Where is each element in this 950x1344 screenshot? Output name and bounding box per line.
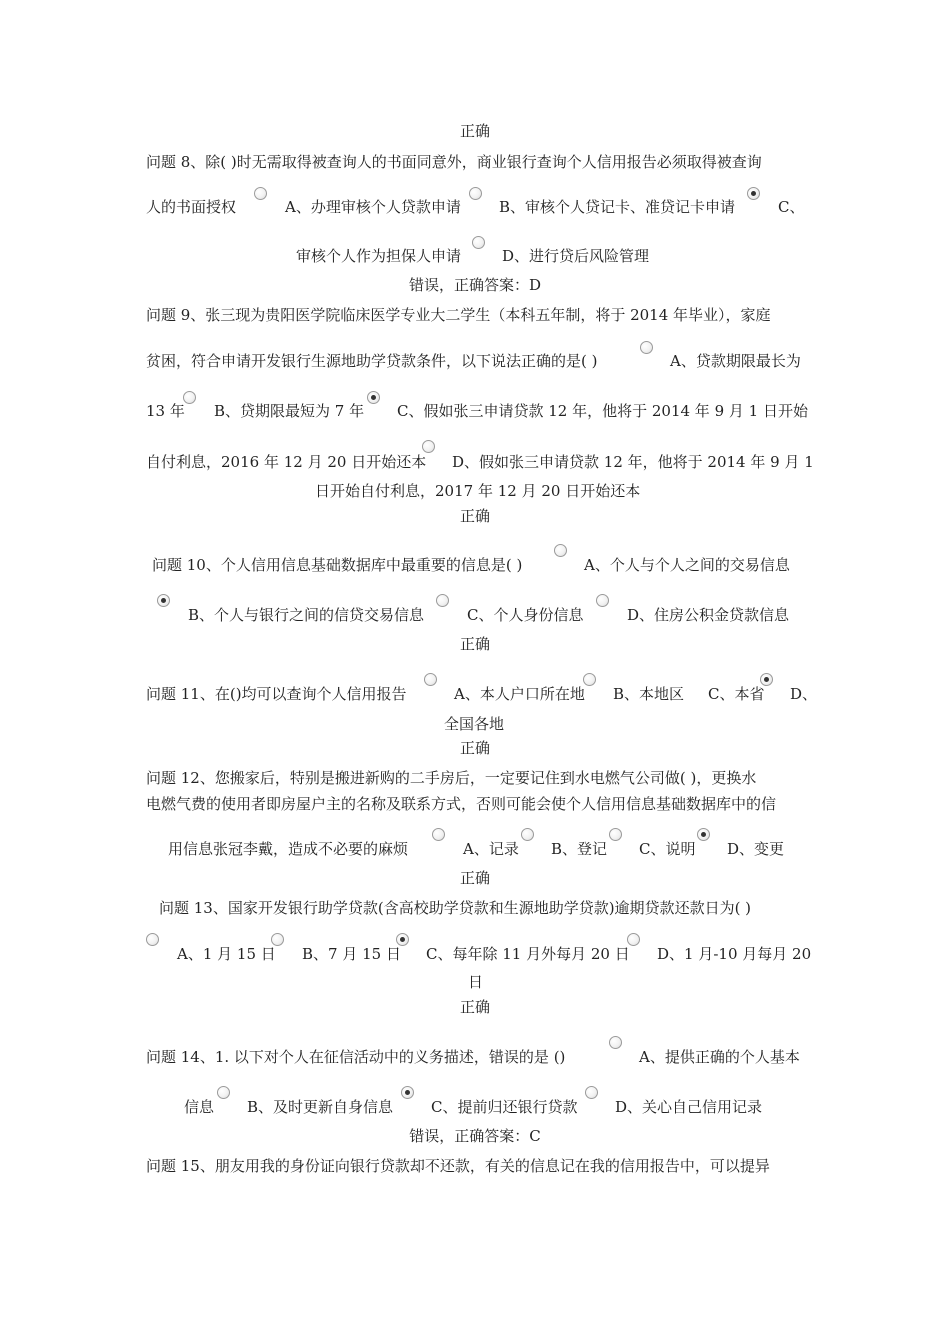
q13-radio-a[interactable] (146, 933, 159, 946)
q14-radio-c[interactable] (401, 1086, 414, 1099)
q9-option-a: A、贷款期限最长为 (670, 352, 801, 370)
q14-option-a-cont: 信息 (184, 1098, 215, 1116)
q8-option-b: B、审核个人贷记卡、准贷记卡申请 (499, 198, 736, 216)
q9-stem-line2: 贫困，符合申请开发银行生源地助学贷款条件，以下说法正确的是( ) (146, 352, 598, 370)
q10-result: 正确 (459, 635, 490, 653)
q8-stem-tail: 人的书面授权 (146, 198, 237, 216)
q10-radio-d[interactable] (596, 594, 609, 607)
q11-option-a: A、本人户口所在地 (454, 685, 585, 703)
q12-stem-tail: 用信息张冠李戴，造成不必要的麻烦 (168, 840, 409, 858)
q10-radio-c[interactable] (436, 594, 449, 607)
q14-result: 错误，正确答案：C (409, 1127, 541, 1145)
q9-option-c-cont: 自付利息，2016 年 12 月 20 日开始还本 (146, 453, 427, 471)
q8-radio-b[interactable] (469, 187, 482, 200)
q12-option-c: C、说明 (639, 840, 696, 858)
q14-stem: 问题 14、1. 以下对个人在征信活动中的义务描述，错误的是 () (146, 1048, 566, 1066)
q12-radio-c[interactable] (609, 828, 622, 841)
q14-radio-b[interactable] (217, 1086, 230, 1099)
q11-stem: 问题 11、在()均可以查询个人信用报告 (146, 685, 407, 703)
q13-radio-b[interactable] (271, 933, 284, 946)
q12-radio-d[interactable] (697, 828, 710, 841)
q12-option-b: B、登记 (551, 840, 608, 858)
q11-option-d-text: 全国各地 (444, 715, 505, 733)
q14-option-a: A、提供正确的个人基本 (639, 1048, 800, 1066)
q8-option-d: D、进行贷后风险管理 (502, 247, 650, 265)
q8-radio-c[interactable] (747, 187, 760, 200)
q14-radio-a[interactable] (609, 1036, 622, 1049)
q11-radio-a[interactable] (424, 673, 437, 686)
q11-option-d-prefix: D、 (790, 685, 818, 703)
q12-stem-line1: 问题 12、您搬家后，特别是搬进新购的二手房后，一定要记住到水电燃气公司做( )，更换水 (146, 769, 757, 787)
q8-stem-line1: 问题 8、除( )时无需取得被查询人的书面同意外，商业银行查询个人信用报告必须取得被查询 (146, 153, 762, 171)
q11-option-c: C、本省 (708, 685, 765, 703)
q12-radio-b[interactable] (521, 828, 534, 841)
q12-radio-a[interactable] (432, 828, 445, 841)
q13-option-a: A、1 月 15 日 (177, 945, 276, 963)
q11-result: 正确 (459, 739, 490, 757)
q9-option-d-cont: 日开始自付利息，2017 年 12 月 20 日开始还本 (315, 482, 641, 500)
q9-option-c: C、假如张三申请贷款 12 年，他将于 2014 年 9 月 1 日开始 (397, 402, 808, 420)
q8-radio-a[interactable] (254, 187, 267, 200)
q8-radio-d[interactable] (472, 236, 485, 249)
q12-option-a: A、记录 (463, 840, 519, 858)
q10-option-a: A、个人与个人之间的交易信息 (584, 556, 790, 574)
q9-radio-c[interactable] (367, 391, 380, 404)
q14-radio-d[interactable] (585, 1086, 598, 1099)
q9-stem-line1: 问题 9、张三现为贵阳医学院临床医学专业大二学生（本科五年制，将于 2014 年毕业），家庭 (146, 306, 771, 324)
q9-option-d: D、假如张三申请贷款 12 年，他将于 2014 年 9 月 1 (452, 453, 814, 471)
q12-stem-line2: 电燃气费的使用者即房屋户主的名称及联系方式，否则可能会使个人信用信息基础数据库中的信 (146, 795, 777, 813)
q9-radio-a[interactable] (640, 341, 653, 354)
q13-option-b: B、7 月 15 日 (302, 945, 401, 963)
q10-option-b: B、个人与银行之间的信贷交易信息 (188, 606, 425, 624)
q15-stem-line1: 问题 15、朋友用我的身份证向银行贷款却不还款，有关的信息记在我的信用报告中，可以提异 (146, 1157, 770, 1175)
q12-result: 正确 (459, 869, 490, 887)
q10-option-d: D、住房公积金贷款信息 (627, 606, 790, 624)
q10-radio-a[interactable] (554, 544, 567, 557)
q10-option-c: C、个人身份信息 (467, 606, 584, 624)
q8-option-a: A、办理审核个人贷款申请 (285, 198, 461, 216)
q11-option-b: B、本地区 (613, 685, 685, 703)
q8-option-c-prefix: C、 (778, 198, 805, 216)
q7-result: 正确 (459, 122, 490, 140)
q14-option-d: D、关心自己信用记录 (615, 1098, 763, 1116)
q14-option-b: B、及时更新自身信息 (247, 1098, 394, 1116)
q13-radio-c[interactable] (396, 933, 409, 946)
q9-radio-b[interactable] (183, 391, 196, 404)
q13-option-c: C、每年除 11 月外每月 20 日 (426, 945, 630, 963)
q9-option-b: B、贷期限最短为 7 年 (214, 402, 365, 420)
q13-option-d: D、1 月-10 月每月 20 (657, 945, 812, 963)
q13-option-d-cont: 日 (468, 973, 484, 991)
q12-option-d: D、变更 (727, 840, 785, 858)
q9-result: 正确 (459, 507, 490, 525)
q14-option-c: C、提前归还银行贷款 (431, 1098, 578, 1116)
q10-stem: 问题 10、个人信用信息基础数据库中最重要的信息是( ) (152, 556, 523, 574)
q13-result: 正确 (459, 998, 490, 1016)
q13-radio-d[interactable] (627, 933, 640, 946)
q8-result: 错误，正确答案：D (408, 276, 542, 294)
q9-radio-d[interactable] (422, 440, 435, 453)
q13-stem: 问题 13、国家开发银行助学贷款(含高校助学贷款和生源地助学贷款)逾期贷款还款日为( ) (159, 899, 752, 917)
q9-option-a-cont: 13 年 (146, 402, 185, 420)
q8-option-c-text: 审核个人作为担保人申请 (296, 247, 462, 265)
q11-radio-b[interactable] (583, 673, 596, 686)
q10-radio-b[interactable] (157, 594, 170, 607)
